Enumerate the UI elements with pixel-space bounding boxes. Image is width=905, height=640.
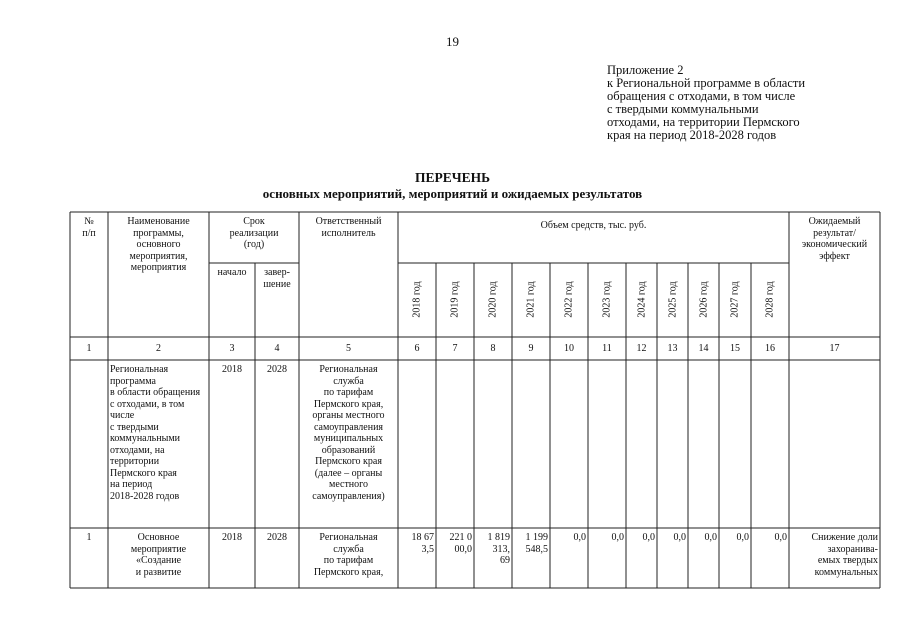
header-end: завер- шение <box>263 267 291 290</box>
header-year: 2027 год <box>729 281 741 318</box>
column-number: 13 <box>667 343 678 354</box>
column-number: 3 <box>229 343 235 354</box>
header-year: 2023 год <box>601 281 613 318</box>
header-executor: Ответственный исполнитель <box>315 216 382 239</box>
row-effect: Снижение доли захоранива- емых твердых коммунальных <box>811 532 878 578</box>
row-value: 1 199 548,5 <box>525 532 548 555</box>
column-number: 12 <box>636 343 647 354</box>
row-end: 2028 <box>267 532 287 543</box>
appendix-line: Приложение 2 <box>607 63 684 77</box>
row-value: 0,0 <box>642 532 655 543</box>
appendix-line: обращения с отходами, в том числе <box>607 89 796 103</box>
header-year: 2022 год <box>563 281 575 318</box>
row-name: Региональная программа в области обращения с отходами, в том числе с твердыми коммунальными отходами, на территории Пермского края на период 2018-2028 годов <box>110 364 201 502</box>
header-start: начало <box>217 267 247 278</box>
row-value: 221 0 00,0 <box>449 532 472 555</box>
header-year: 2021 год <box>525 281 537 318</box>
row-value: 0,0 <box>611 532 624 543</box>
header-year: 2020 год <box>487 281 499 318</box>
header-funds: Объем средств, тыс. руб. <box>540 220 647 231</box>
row-start: 2018 <box>222 532 242 543</box>
column-number: 8 <box>490 343 496 354</box>
column-number: 5 <box>346 343 351 354</box>
appendix-line: с твердыми коммунальными <box>607 102 759 116</box>
header-year: 2026 год <box>698 281 709 318</box>
row-start: 2018 <box>222 364 242 375</box>
column-number: 11 <box>602 343 612 354</box>
column-number: 6 <box>414 343 420 354</box>
column-number: 14 <box>698 343 709 354</box>
header-year: 2019 год <box>449 281 461 318</box>
row-value: 0,0 <box>774 532 787 543</box>
row-value: 1 819 313, 69 <box>487 532 510 566</box>
header-effect: Ожидаемый результат/ экономический эффект <box>801 216 868 262</box>
column-number: 4 <box>274 343 280 354</box>
column-number: 10 <box>564 343 574 354</box>
row-name: Основное мероприятие «Создание и развитие <box>130 532 187 578</box>
header-term: Срок реализации (год) <box>229 216 279 250</box>
document-subtitle: основных мероприятий, мероприятий и ожидаемых результатов <box>262 186 643 201</box>
header-name: Наименование программы, основного мероприятия, мероприятия <box>127 216 190 273</box>
header-year: 2028 год <box>764 281 776 318</box>
column-number: 7 <box>452 343 458 354</box>
row-value: 0,0 <box>736 532 749 543</box>
column-number: 1 <box>86 343 92 354</box>
appendix-line: отходами, на территории Пермского <box>607 115 800 129</box>
column-number: 16 <box>765 343 775 354</box>
header-year: 2018 год <box>411 281 423 318</box>
header-year: 2025 год <box>667 281 678 318</box>
row-value: 0,0 <box>673 532 686 543</box>
page-number: 19 <box>446 34 459 49</box>
header-num: № п/п <box>82 216 96 239</box>
appendix-line: к Региональной программе в области <box>607 76 806 90</box>
row-num: 1 <box>86 532 92 543</box>
header-year: 2024 год <box>636 281 647 318</box>
row-value: 18 67 3,5 <box>411 532 434 555</box>
row-value: 0,0 <box>704 532 717 543</box>
row-executor: Региональная служба по тарифам Пермского края, органы местного самоуправления муниципальных образований Пермского края (далее – органы местного самоуправления) <box>312 364 385 502</box>
row-end: 2028 <box>267 364 287 375</box>
column-number: 9 <box>528 343 534 354</box>
document-title: ПЕРЕЧЕНЬ <box>414 170 491 185</box>
row-executor: Региональная служба по тарифам Пермского края, <box>313 532 384 578</box>
row-value: 0,0 <box>573 532 586 543</box>
column-number: 17 <box>829 343 840 354</box>
column-number: 15 <box>730 343 740 354</box>
appendix-line: края на период 2018-2028 годов <box>607 128 777 142</box>
column-number: 2 <box>156 343 161 354</box>
